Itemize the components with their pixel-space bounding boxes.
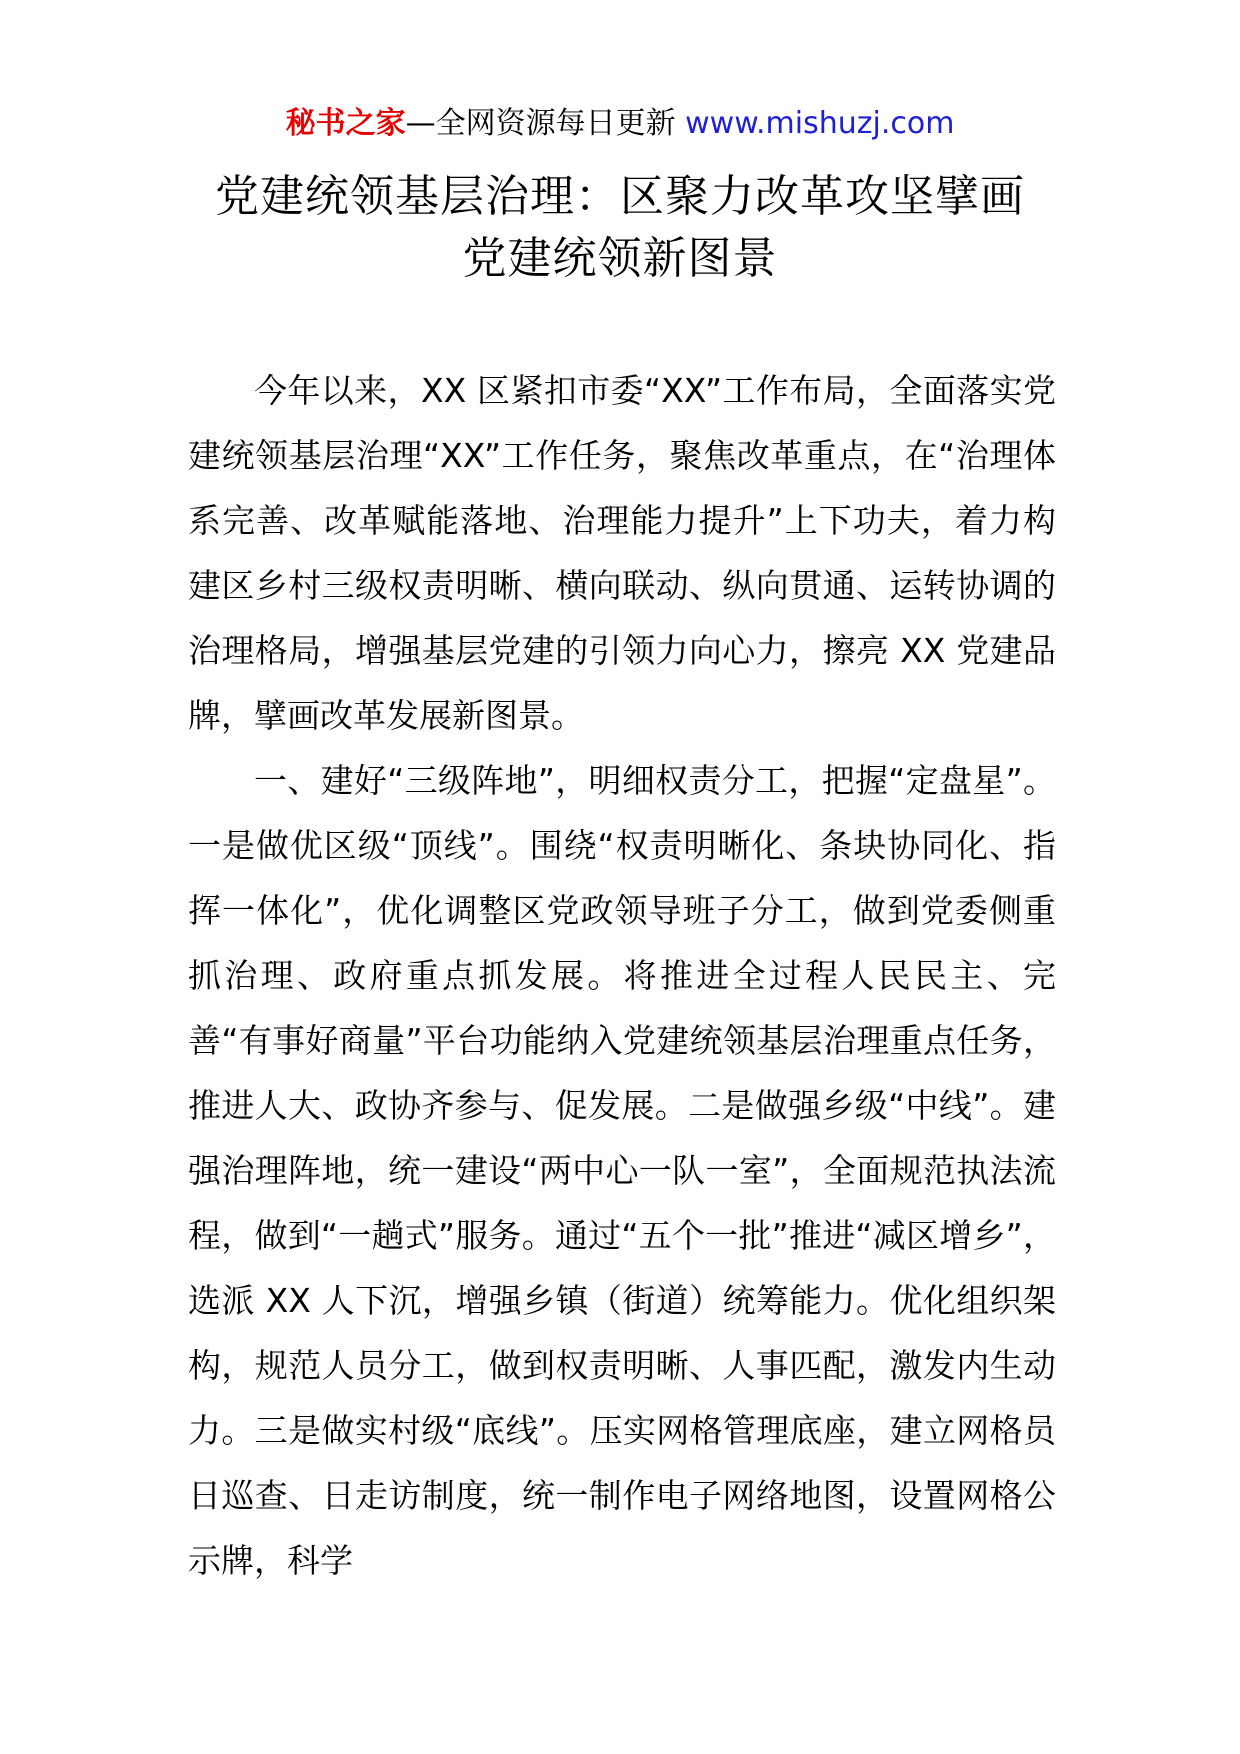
paragraph-section-1: 一、建好“三级阵地”，明细权责分工，把握“定盘星”。一是做优区级“顶线”。围绕“权责明晰化、条块协同化、指挥一体化”，优化调整区党政领导班子分工，做到党委侧重抓治理、政府重点抓发展。将推进全过程人民民主、完善“有事好商量”平台功能纳入党建统领基层治理重点任务，推进人大、政协齐参与、促发展。二是做强乡级“中线”。建强治理阵地，统一建设“两中心一队一室”，全面规范执法流程，做到“一趟式”服务。通过“五个一批”推进“减区增乡”，选派 XX 人下沉，增强乡镇（街道）统筹能力。优化组织架构，规范人员分工，做到权责明晰、人事匹配，激发内生动力。三是做实村级“底线”。压实网格管理底座，建立网格员日巡查、日走访制度，统一制作电子网络地图，设置网格公示牌，科学 bbox=[188, 761, 1056, 1580]
document-title bbox=[150, 166, 1090, 290]
banner-tagline: —全网资源每日更新 bbox=[405, 106, 686, 141]
title-line-1: 党建统领基层治理：区聚力改革攻坚擘画 bbox=[215, 171, 1025, 222]
title-line-2: 党建统领新图景 bbox=[462, 233, 778, 284]
paragraph-intro: 今年以来，XX 区紧扣市委“XX”工作布局，全面落实党建统领基层治理“XX”工作任务，聚焦改革重点，在“治理体系完善、改革赋能落地、治理能力提升”上下功夫，着力构建区乡村三级权责明晰、横向联动、纵向贯通、运转协调的治理格局，增强基层党建的引领力向心力，擦亮 XX 党建品牌，擘画改革发展新图景。 bbox=[188, 371, 1056, 735]
site-banner bbox=[0, 104, 1240, 144]
banner-brand: 秘书之家 bbox=[285, 106, 406, 141]
banner-url-link[interactable]: www.mishuzj.com bbox=[685, 106, 955, 141]
document-body bbox=[188, 358, 1056, 1593]
